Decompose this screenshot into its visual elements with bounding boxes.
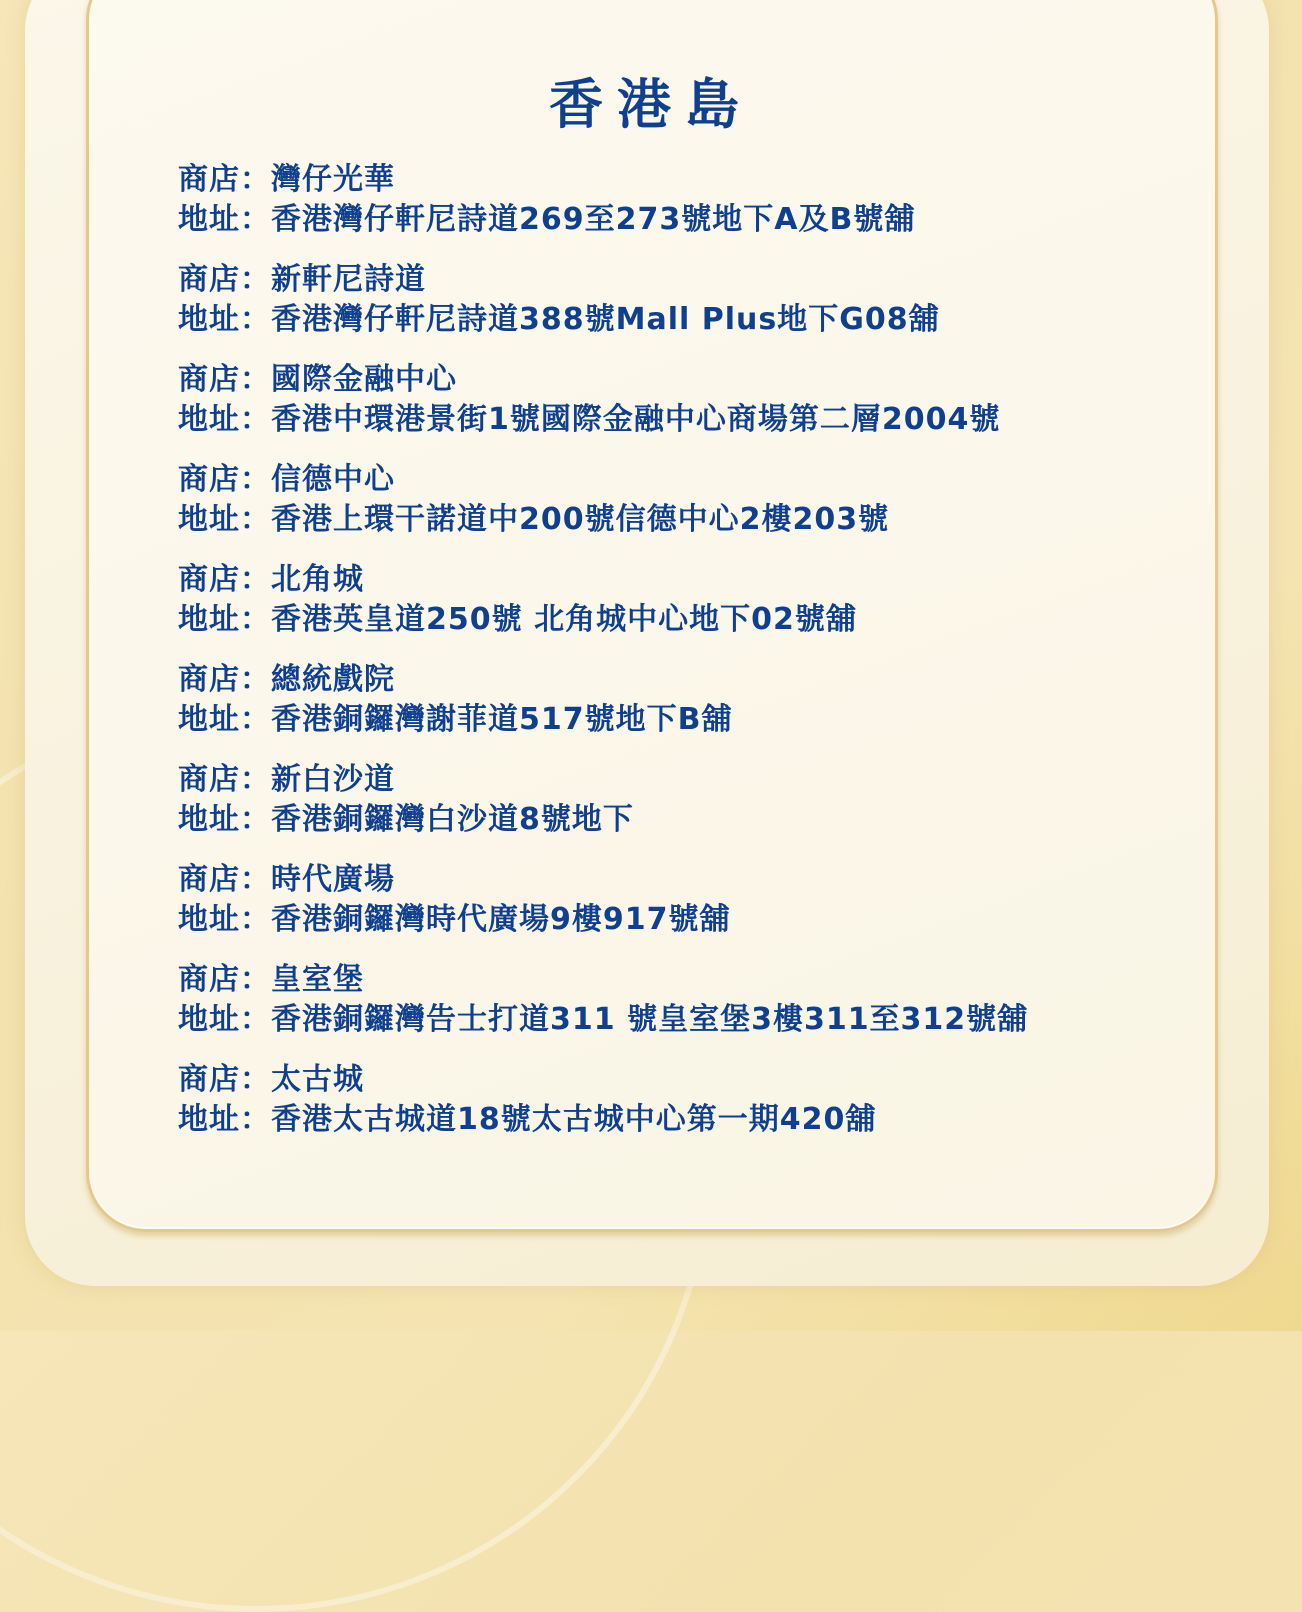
- page-title: 香港島: [549, 73, 753, 136]
- store-address: 香港銅鑼灣謝菲道517號地下B舖: [271, 702, 733, 737]
- store-name: 總統戲院: [271, 662, 395, 697]
- store-list: [178, 160, 1178, 1160]
- address-label: 地址：: [178, 1002, 271, 1037]
- shop-label: 商店：: [178, 462, 271, 497]
- shop-label: 商店：: [178, 362, 271, 397]
- store-name-line: [178, 460, 1178, 500]
- address-label: 地址：: [178, 1102, 271, 1137]
- store-entry: [178, 360, 1178, 440]
- store-address: 香港灣仔軒尼詩道388號Mall Plus地下G08舖: [271, 302, 940, 337]
- store-name: 國際金融中心: [271, 362, 457, 397]
- shop-label: 商店：: [178, 762, 271, 797]
- store-address-line: [178, 1100, 1178, 1140]
- shop-label: 商店：: [178, 562, 271, 597]
- address-label: 地址：: [178, 702, 271, 737]
- address-label: 地址：: [178, 202, 271, 237]
- store-name-line: [178, 860, 1178, 900]
- store-entry: [178, 260, 1178, 340]
- shop-label: 商店：: [178, 162, 271, 197]
- address-label: 地址：: [178, 902, 271, 937]
- store-address-line: [178, 500, 1178, 540]
- address-label: 地址：: [178, 502, 271, 537]
- store-entry: [178, 160, 1178, 240]
- store-name-line: [178, 360, 1178, 400]
- store-name: 新軒尼詩道: [271, 262, 426, 297]
- store-address: 香港銅鑼灣時代廣場9樓917號舖: [271, 902, 731, 937]
- store-address-line: [178, 300, 1178, 340]
- store-entry: [178, 960, 1178, 1040]
- store-name: 北角城: [271, 562, 364, 597]
- store-address-line: [178, 900, 1178, 940]
- store-name-line: [178, 560, 1178, 600]
- store-name: 時代廣場: [271, 862, 395, 897]
- store-address-line: [178, 1000, 1178, 1040]
- store-name-line: [178, 160, 1178, 200]
- store-name: 太古城: [271, 1062, 364, 1097]
- store-address-line: [178, 800, 1178, 840]
- store-address-line: [178, 600, 1178, 640]
- address-label: 地址：: [178, 302, 271, 337]
- store-address: 香港中環港景街1號國際金融中心商場第二層2004號: [271, 402, 1001, 437]
- address-label: 地址：: [178, 602, 271, 637]
- shop-label: 商店：: [178, 962, 271, 997]
- store-name: 皇室堡: [271, 962, 364, 997]
- store-address: 香港上環干諾道中200號信德中心2樓203號: [271, 502, 890, 537]
- shop-label: 商店：: [178, 1062, 271, 1097]
- store-entry: [178, 460, 1178, 540]
- store-name: 新白沙道: [271, 762, 395, 797]
- store-address: 香港灣仔軒尼詩道269至273號地下A及B號舖: [271, 202, 916, 237]
- store-name-line: [178, 1060, 1178, 1100]
- store-address: 香港英皇道250號 北角城中心地下02號舖: [271, 602, 857, 637]
- address-label: 地址：: [178, 802, 271, 837]
- shop-label: 商店：: [178, 862, 271, 897]
- store-name-line: [178, 960, 1178, 1000]
- store-address: 香港太古城道18號太古城中心第一期420舖: [271, 1102, 877, 1137]
- store-entry: [178, 760, 1178, 840]
- store-name-line: [178, 760, 1178, 800]
- store-address-line: [178, 700, 1178, 740]
- address-label: 地址：: [178, 402, 271, 437]
- store-name: 信德中心: [271, 462, 395, 497]
- store-entry: [178, 1060, 1178, 1140]
- store-address: 香港銅鑼灣告士打道311 號皇室堡3樓311至312號舖: [271, 1002, 1029, 1037]
- store-entry: [178, 660, 1178, 740]
- store-entry: [178, 560, 1178, 640]
- shop-label: 商店：: [178, 662, 271, 697]
- store-address-line: [178, 400, 1178, 440]
- store-address: 香港銅鑼灣白沙道8號地下: [271, 802, 634, 837]
- store-entry: [178, 860, 1178, 940]
- store-name-line: [178, 660, 1178, 700]
- store-name: 灣仔光華: [271, 162, 395, 197]
- shop-label: 商店：: [178, 262, 271, 297]
- store-name-line: [178, 260, 1178, 300]
- store-address-line: [178, 200, 1178, 240]
